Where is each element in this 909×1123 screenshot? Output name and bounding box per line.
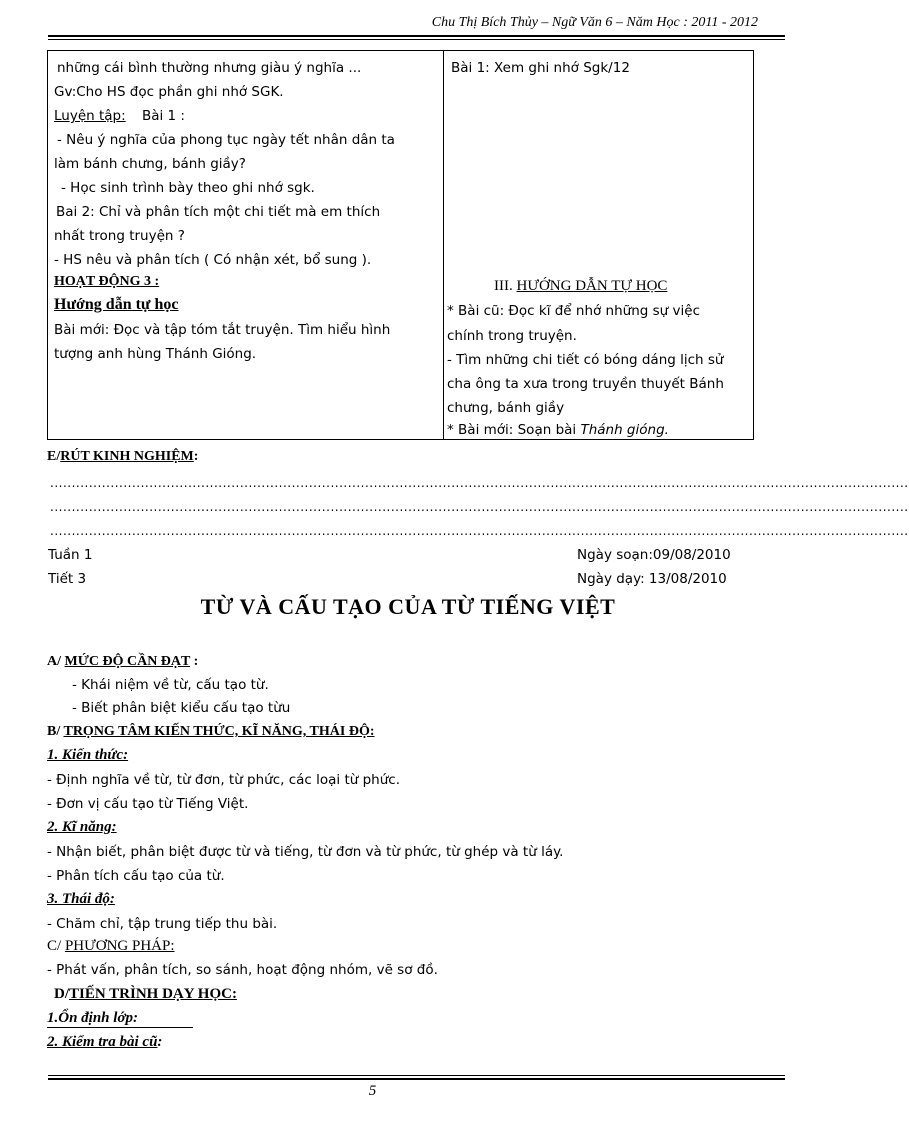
practice-label: Luyện tập: — [54, 108, 126, 124]
table-line: Gv:Cho HS đọc phần ghi nhớ SGK. — [54, 84, 284, 100]
guide-title: HƯỚNG DẪN TỰ HỌC — [516, 278, 668, 294]
exercise-label: Bài 1 : — [141, 108, 185, 124]
table-line: Bai 2: Chỉ và phân tích một chi tiết mà em thích — [56, 204, 381, 220]
section-a-prefix: A/ — [47, 654, 65, 669]
new-lesson-label: * Bài mới: Soạn bài — [447, 422, 581, 438]
table-line: nhất trong truyện ? — [54, 228, 185, 244]
list-item: - Nhận biết, phân biệt được từ và tiếng, từ đơn và từ phức, từ ghép và từ láy. — [47, 844, 564, 860]
section-d-title: TIẾN TRÌNH DẠY HỌC: — [69, 986, 237, 1002]
page-number: 5 — [368, 1083, 377, 1099]
notes-line: ....................................................................................................................................................................................................... — [50, 500, 909, 514]
stabilize-class-heading: 1.Ổn định lớp: — [47, 1010, 193, 1028]
table-line — [54, 108, 185, 124]
table-line: - HS nêu và phân tích ( Có nhận xét, bổ sung ). — [54, 252, 372, 268]
check-old-lesson-heading — [47, 1034, 162, 1051]
notes-line: ....................................................................................................................................................................................................... — [50, 524, 909, 538]
section-d-heading — [54, 986, 237, 1003]
check-old-lesson-title: 2. Kiểm tra bài cũ — [47, 1034, 158, 1050]
self-study-guide-heading — [494, 278, 667, 295]
check-old-lesson-suffix: : — [157, 1034, 163, 1050]
table-line: những cái bình thường nhưng giàu ý nghĩa ... — [57, 60, 362, 76]
header-rule — [48, 35, 785, 37]
table-line: tượng anh hùng Thánh Gióng. — [54, 346, 257, 362]
list-item: - Khái niệm về từ, cấu tạo từ. — [72, 677, 269, 693]
table-line: chưng, bánh giầy — [447, 400, 565, 416]
section-b-prefix: B/ — [47, 724, 64, 739]
experience-title: RÚT KINH NGHIỆM — [60, 449, 194, 464]
prep-date: Ngày soạn:09/08/2010 — [577, 547, 731, 563]
table-line: làm bánh chưng, bánh giầy? — [54, 156, 246, 172]
footer-rule-thin — [48, 1075, 785, 1076]
page-header: Chu Thị Bích Thủy – Ngữ Văn 6 – Năm Học : 2011 - 2012 — [431, 15, 758, 30]
new-lesson-title: Thánh gióng. — [580, 422, 669, 438]
table-line: Bài mới: Đọc và tập tóm tắt truyện. Tìm hiểu hình — [54, 322, 391, 338]
table-line — [447, 422, 669, 438]
list-item: - Phát vấn, phân tích, so sánh, hoạt động nhóm, vẽ sơ đồ. — [47, 962, 438, 978]
activity-heading: HOẠT ĐỘNG 3 : — [54, 274, 160, 289]
teach-date: Ngày dạy: 13/08/2010 — [577, 571, 727, 587]
section-a-title: MỨC ĐỘ CẦN ĐẠT — [64, 654, 191, 669]
notes-line: ....................................................................................................................................................................................................... — [50, 476, 909, 490]
section-d-prefix: D/ — [54, 986, 69, 1002]
list-item: - Biết phân biệt kiểu cấu tạo từu — [72, 700, 291, 716]
table-line: chính trong truyện. — [447, 328, 577, 344]
section-a-suffix: : — [190, 654, 199, 669]
table-line: Bài 1: Xem ghi nhớ Sgk/12 — [451, 60, 630, 76]
section-b-title: TRỌNG TÂM KIẾN THỨC, KĨ NĂNG, THÁI ĐỘ: — [63, 724, 375, 739]
knowledge-heading: 1. Kiến thức: — [47, 747, 129, 763]
list-item: - Chăm chỉ, tập trung tiếp thu bài. — [47, 916, 278, 932]
experience-prefix: E/ — [47, 449, 61, 464]
section-c-heading — [47, 938, 175, 955]
table-line: - Tìm những chi tiết có bóng dáng lịch sử — [447, 352, 724, 368]
table-line: - Học sinh trình bày theo ghi nhớ sgk. — [61, 180, 315, 196]
section-c-title: PHƯƠNG PHÁP: — [64, 938, 175, 954]
header-rule-thin — [48, 39, 785, 40]
section-b-heading — [47, 724, 375, 740]
list-item: - Phân tích cấu tạo của từ. — [47, 868, 225, 884]
student-activity-cell — [444, 51, 754, 440]
table-line: * Bài cũ: Đọc kĩ để nhớ những sự việc — [447, 303, 700, 319]
period-label: Tiết 3 — [48, 571, 87, 587]
list-item: - Định nghĩa về từ, từ đơn, từ phức, các loại từ phức. — [47, 772, 400, 788]
week-label: Tuần 1 — [48, 547, 93, 563]
skills-heading: 2. Kĩ năng: — [47, 819, 117, 835]
teacher-activity-cell — [48, 51, 444, 440]
roman-numeral: III. — [494, 278, 517, 294]
list-item: - Đơn vị cấu tạo từ Tiếng Việt. — [47, 796, 249, 812]
experience-suffix: : — [193, 449, 199, 464]
attitude-heading: 3. Thái độ: — [47, 891, 115, 907]
table-line: - Nêu ý nghĩa của phong tục ngày tết nhân dân ta — [57, 132, 395, 148]
footer-rule — [48, 1078, 785, 1080]
lesson-title: TỪ VÀ CẤU TẠO CỦA TỪ TIẾNG VIỆT — [200, 594, 616, 619]
section-c-prefix: C/ — [47, 938, 65, 954]
self-study-heading: Hướng dẫn tự học — [54, 296, 179, 313]
section-a-heading — [47, 654, 198, 670]
lesson-table — [47, 50, 754, 440]
experience-heading — [47, 449, 198, 465]
table-line: cha ông ta xưa trong truyền thuyết Bánh — [447, 376, 724, 392]
